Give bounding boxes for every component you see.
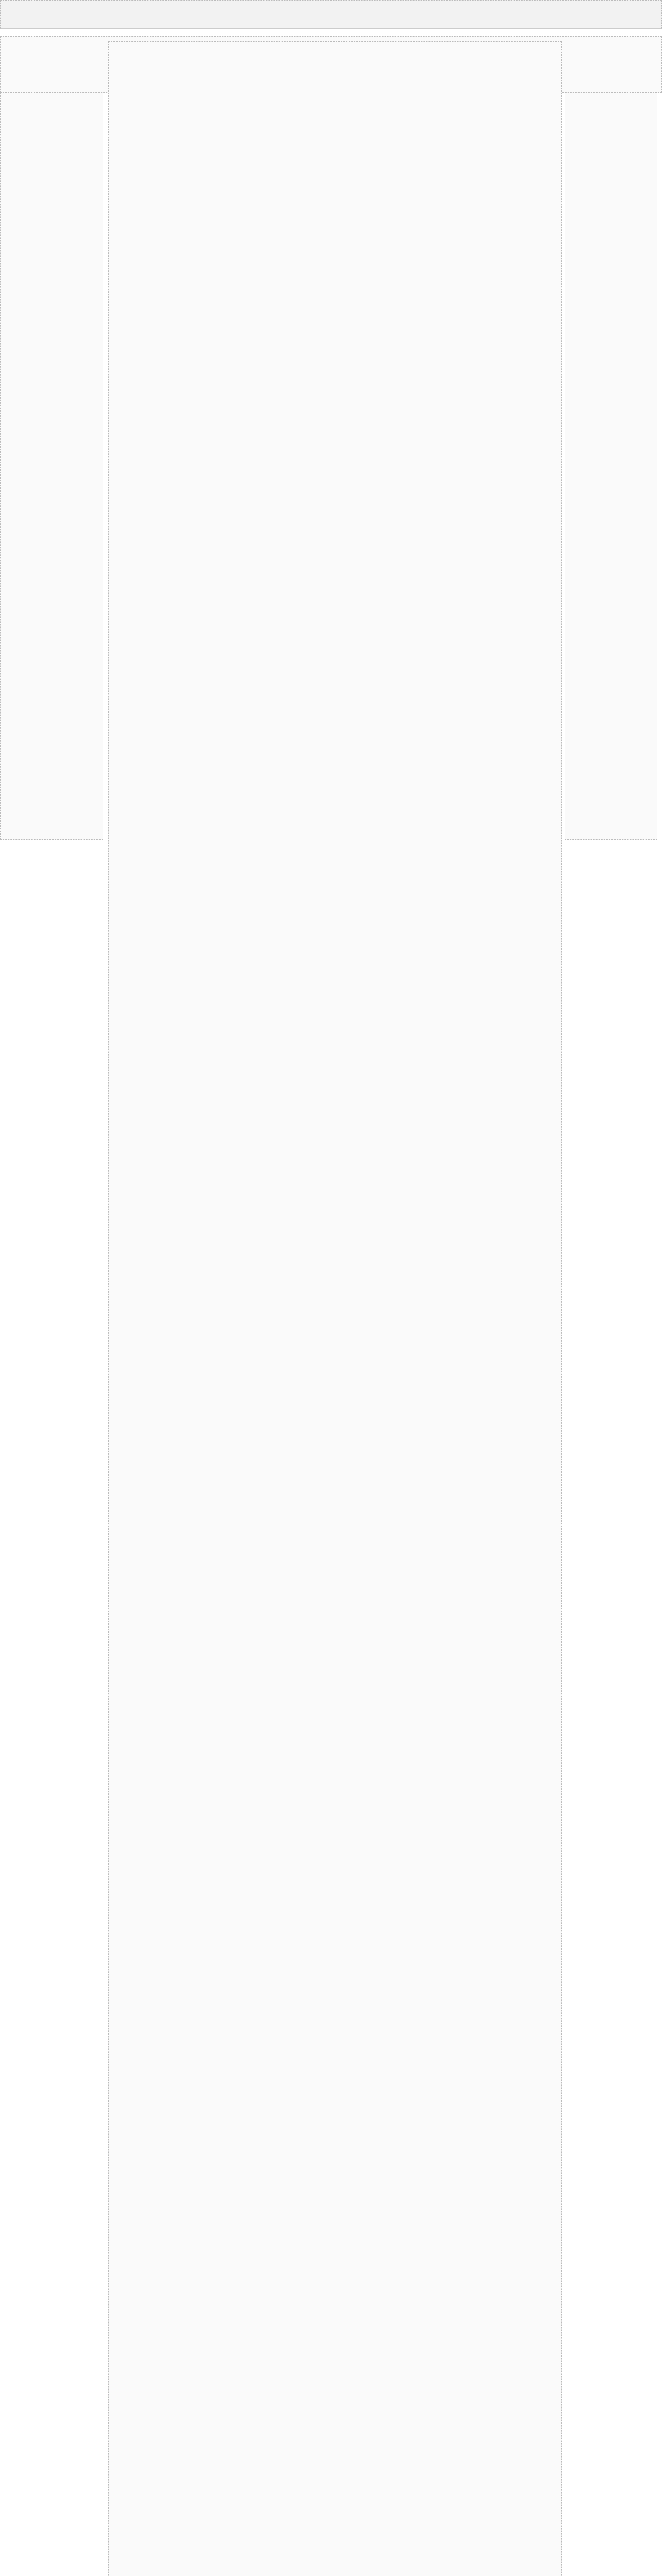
left-sidebar [0, 93, 103, 840]
top-banner [0, 0, 662, 29]
right-sidebar [565, 93, 657, 840]
main-content [108, 41, 562, 2576]
